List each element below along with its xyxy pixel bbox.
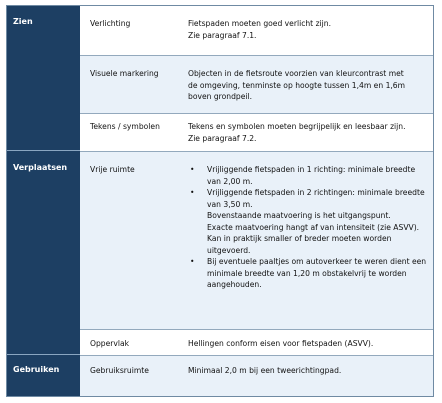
- description-line: Fietspaden moeten goed verlicht zijn.: [188, 19, 332, 28]
- aspect-description: [188, 338, 427, 350]
- aspect-description: [188, 365, 427, 377]
- aspect-label: Visuele markering: [90, 69, 159, 78]
- aspect-label: Oppervlak: [90, 339, 130, 348]
- list-item: • Bij eventuele paaltjes om autoverkeer te weren dient een minimale breedte van 1,20 m obstakelvrij te worden aangehouden.: [188, 256, 427, 291]
- description-line: Objecten in de fietsroute voorzien van kleurcontrast met: [188, 69, 404, 78]
- table-row-gebruiksruimte: [80, 355, 433, 396]
- aspect-label: Vrije ruimte: [90, 165, 135, 174]
- list-item: Bovenstaande maatvoering is het uitgangspunt.: [207, 211, 391, 220]
- aspect-description: [188, 164, 427, 291]
- category-divider: [7, 150, 80, 151]
- description-line: de omgeving, tenminste op hoogte tussen 1,4m en 1,6m: [188, 80, 406, 90]
- list-item: • Vrijliggende fietspaden in 1 richting: minimale breedte van 2,00 m.: [188, 164, 427, 187]
- aspect-description: [188, 68, 427, 103]
- requirement-list: [188, 164, 427, 291]
- aspect-description: [188, 121, 427, 144]
- list-item: Exacte maatvoering hangt af van intensiteit (zie ASVV).: [207, 222, 420, 232]
- category-verplaatsen: Verplaatsen: [13, 163, 68, 172]
- table-row-visuele-markering: [80, 55, 433, 113]
- aspect-label: Tekens / symbolen: [90, 122, 160, 131]
- requirements-table: [6, 5, 434, 397]
- list-item: • Vrijliggende fietspaden in 2 richtingen: minimale breedte van 3,50 m.: [188, 187, 427, 210]
- table-row-tekens-symbolen: [80, 113, 433, 151]
- aspect-label: Gebruiksruimte: [90, 366, 149, 375]
- description-line: Hellingen conform eisen voor fietspaden (ASVV).: [188, 339, 374, 348]
- description-line: boven grondpeil.: [188, 92, 253, 101]
- category-gebruiken: Gebruiken: [13, 365, 60, 374]
- table-row-oppervlak: [80, 329, 433, 355]
- aspect-label: Verlichting: [90, 19, 131, 28]
- table-row-verlichting: [80, 6, 433, 55]
- description-line: Minimaal 2,0 m bij een tweerichtingpad.: [188, 366, 342, 375]
- aspect-description: [188, 18, 427, 41]
- list-item: Kan in praktijk smaller of breder moeten worden uitgevoerd.: [207, 234, 392, 255]
- description-line: Tekens en symbolen moeten begrijpelijk en leesbaar zijn.: [188, 122, 406, 131]
- description-line: Zie paragraaf 7.2.: [188, 133, 257, 143]
- table-row-vrije-ruimte: [80, 151, 433, 329]
- category-zien: Zien: [13, 17, 33, 26]
- description-line: Zie paragraaf 7.1.: [188, 30, 257, 40]
- category-divider: [7, 354, 80, 355]
- category-column: [7, 6, 80, 396]
